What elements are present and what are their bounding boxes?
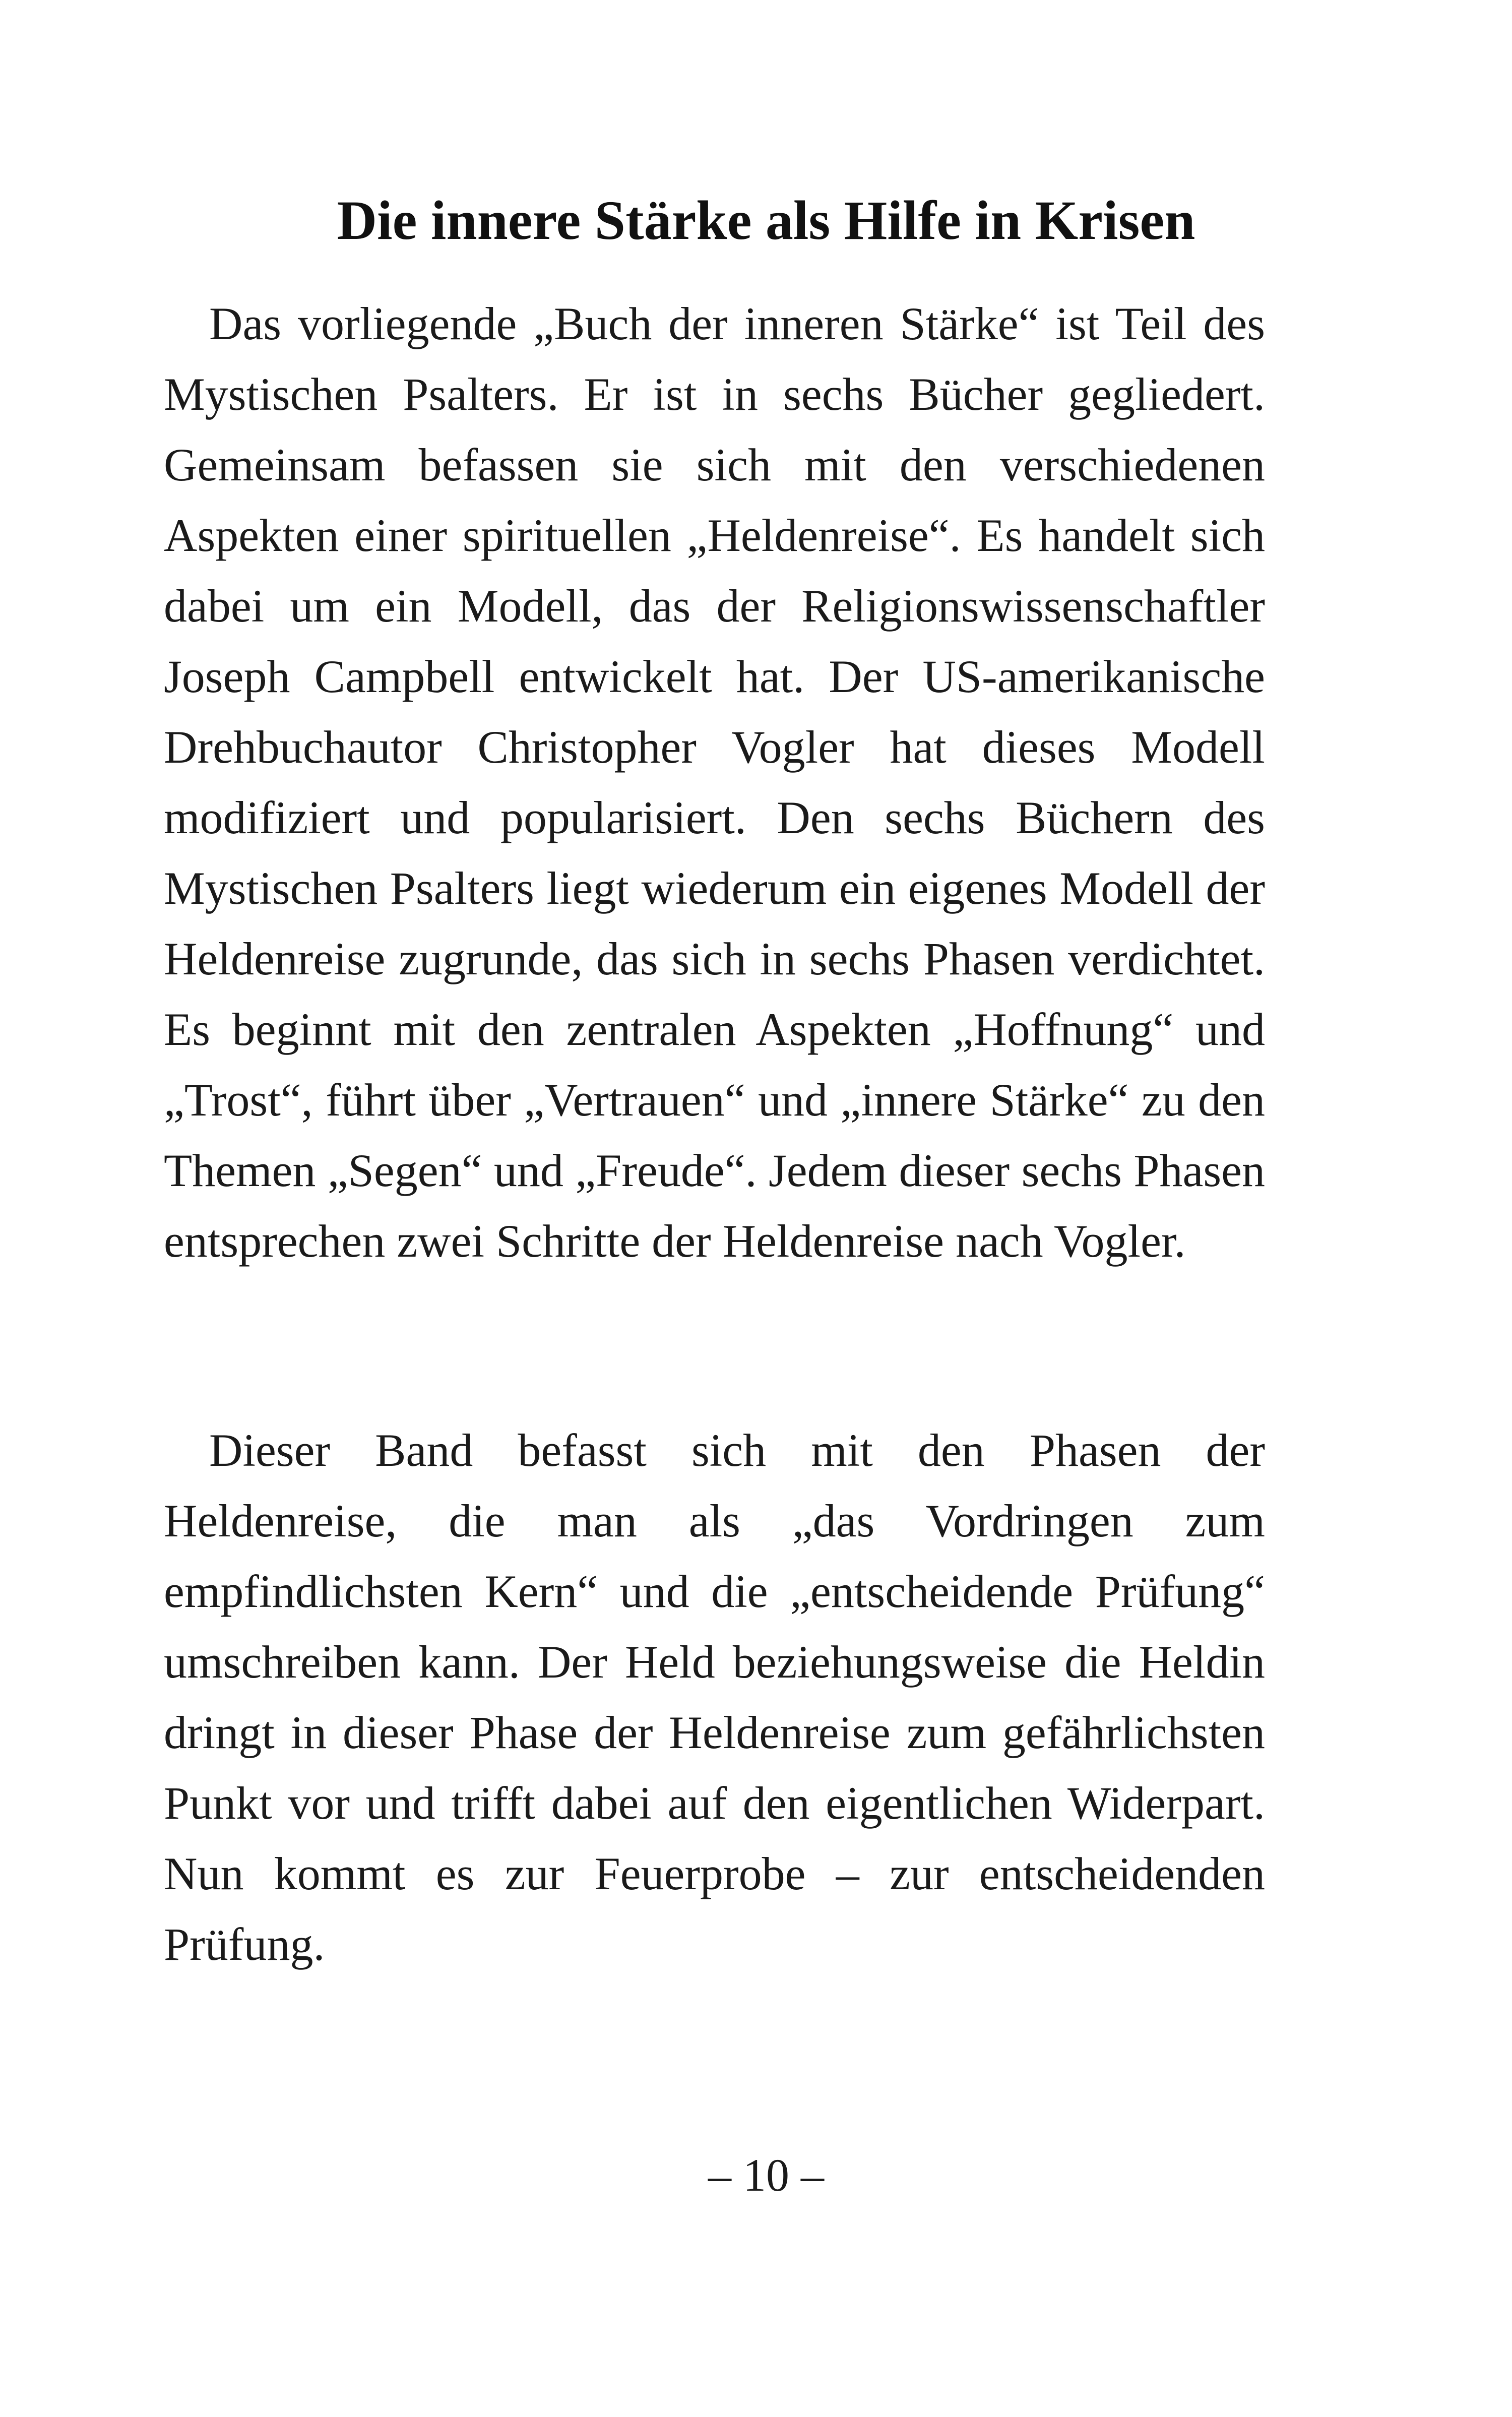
page-number: – 10 –: [708, 2149, 824, 2201]
chapter-title: Die innere Stärke als Hilfe in Krisen: [337, 190, 1195, 251]
body-paragraph-1: Das vorliegende „Buch der inneren Stärke“ ist Teil des Mystischen Psalters. Er ist in sechs Bücher gegliedert. Gemeinsam befassen sie sich mit den verschiedenen Aspekten einer spirituellen „Heldenreise“. Es handelt sich dabei um ein Modell, das der Religionswissenschaftler Joseph Campbell entwickelt hat. Der US-amerikanische Drehbuchautor Christopher Vogler hat dieses Modell modifiziert und popularisiert. Den sechs Büchern des Mystischen Psalters liegt wiederum ein eigenes Modell der Heldenreise zugrunde, das sich in sechs Phasen verdichtet. Es beginnt mit den zentralen Aspekten „Hoffnung“ und „Trost“, führt über „Vertrauen“ und „innere Stärke“ zu den Themen „Segen“ und „Freude“. Jedem dieser sechs Phasen entsprechen zwei Schritte der Heldenreise nach Vogler.: [164, 298, 1265, 1267]
body-paragraph-2: Dieser Band befasst sich mit den Phasen der Heldenreise, die man als „das Vordringen zum empfindlichsten Kern“ und die „entscheidende Prüfung“ umschreiben kann. Der Held beziehungsweise die Heldin dringt in dieser Phase der Heldenreise zum gefährlichsten Punkt vor und trifft dabei auf den eigentlichen Widerpart. Nun kommt es zur Feuerprobe – zur entscheidenden Prüfung.: [164, 1424, 1265, 1970]
